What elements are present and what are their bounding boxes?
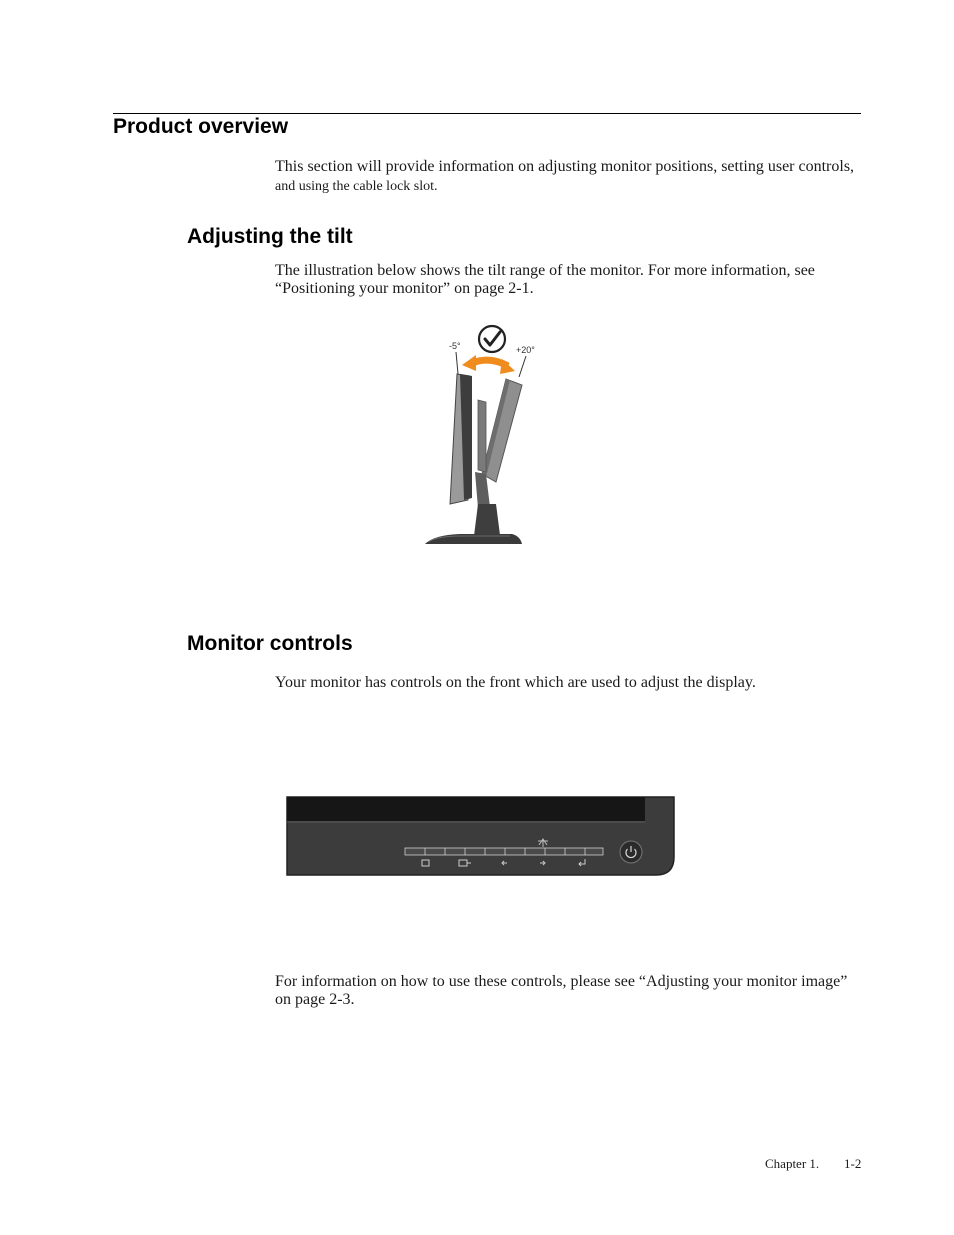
overview-text-b: and using the cable lock slot. — [275, 179, 438, 194]
tilt-arrow-icon — [462, 355, 515, 374]
header-rule — [113, 113, 861, 114]
section-title-product-overview: Product overview — [113, 115, 289, 138]
footer-page-number: 1-2 — [844, 1156, 862, 1171]
control-button-strip — [405, 848, 603, 855]
tilt-paragraph: The illustration below shows the tilt range of the monitor. For more information, see “Positioning your monitor” on page 2-1. — [275, 262, 815, 297]
overview-paragraph — [275, 158, 855, 196]
tilt-range-illustration — [420, 322, 540, 547]
section-title-adjusting-tilt: Adjusting the tilt — [187, 225, 353, 248]
tilt-angle-forward-label: +20° — [516, 345, 535, 355]
footer-chapter: Chapter 1. — [765, 1156, 820, 1171]
power-button-icon — [620, 841, 642, 863]
overview-text-a: This section will provide information on adjusting monitor positions, setting user controls, — [275, 158, 855, 175]
check-mark-icon — [479, 326, 505, 352]
monitor-control-panel-illustration — [285, 795, 677, 877]
controls-info-paragraph: For information on how to use these controls, please see “Adjusting your monitor image” on page 2-3. — [275, 973, 848, 1008]
tilt-angle-back-label: -5° — [449, 341, 461, 351]
controls-paragraph: Your monitor has controls on the front which are used to adjust the display. — [275, 674, 756, 691]
section-title-monitor-controls: Monitor controls — [187, 632, 353, 655]
